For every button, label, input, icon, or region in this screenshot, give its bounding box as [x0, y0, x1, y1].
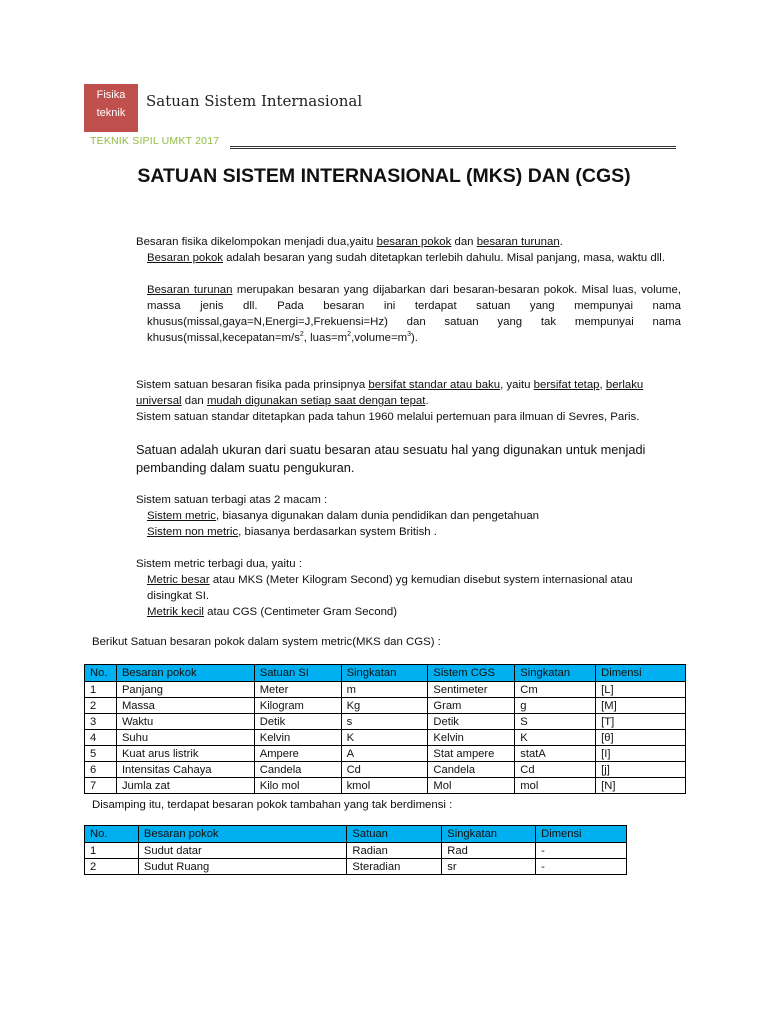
table-row: [85, 843, 627, 859]
table-cell: Kilogram: [254, 698, 341, 714]
list-item-sistem-non-metric: Sistem non metric, biasanya berdasarkan system British .: [147, 526, 437, 538]
badge-line-2: teknik: [96, 107, 126, 119]
table-besaran-tambahan: [84, 825, 627, 875]
t2-header-cell: No.: [85, 826, 139, 843]
t1-header-cell: Sistem CGS: [428, 665, 515, 682]
table-cell: Gram: [428, 698, 515, 714]
header-rule: [230, 146, 676, 149]
t1-header-cell: No.: [85, 665, 117, 682]
t2-header-cell: Besaran pokok: [138, 826, 347, 843]
table-cell: Panjang: [116, 682, 254, 698]
table-row: [85, 730, 686, 746]
table-cell: kmol: [341, 778, 428, 794]
list-item-sistem-metric: Sistem metric, biasanya digunakan dalam dunia pendidikan dan pengetahuan: [147, 510, 539, 522]
table-row: [85, 714, 686, 730]
table-cell: 3: [85, 714, 117, 730]
table-cell: 5: [85, 746, 117, 762]
table-cell: Sudut Ruang: [138, 859, 347, 875]
paragraph-besaran-pokok: Besaran pokok adalah besaran yang sudah ditetapkan terlebih dahulu. Misal panjang, masa, waktu dll.: [147, 252, 665, 264]
table-cell: [L]: [596, 682, 686, 698]
table-cell: [I]: [596, 746, 686, 762]
table-cell: [θ]: [596, 730, 686, 746]
table-cell: Rad: [442, 843, 536, 859]
table-cell: Cm: [515, 682, 596, 698]
table-cell: K: [341, 730, 428, 746]
t1-header-cell: Satuan SI: [254, 665, 341, 682]
table-cell: 1: [85, 682, 117, 698]
table-cell: Sudut datar: [138, 843, 347, 859]
table-cell: m: [341, 682, 428, 698]
t1-header-cell: Besaran pokok: [116, 665, 254, 682]
table-cell: A: [341, 746, 428, 762]
t2-header-cell: Singkatan: [442, 826, 536, 843]
table-cell: Cd: [515, 762, 596, 778]
table-cell: K: [515, 730, 596, 746]
t1-header-cell: Singkatan: [341, 665, 428, 682]
table-cell: Kelvin: [428, 730, 515, 746]
table-cell: [T]: [596, 714, 686, 730]
t2-header-cell: Satuan: [347, 826, 442, 843]
table-cell: Sentimeter: [428, 682, 515, 698]
table-cell: Jumla zat: [116, 778, 254, 794]
table-cell: sr: [442, 859, 536, 875]
table-cell: Candela: [254, 762, 341, 778]
table-cell: [M]: [596, 698, 686, 714]
table-cell: Kilo mol: [254, 778, 341, 794]
badge-line-1: Fisika: [96, 89, 126, 101]
table-row: [85, 778, 686, 794]
table-cell: Detik: [254, 714, 341, 730]
table-cell: 2: [85, 698, 117, 714]
table-cell: mol: [515, 778, 596, 794]
list-item-metrik-kecil: Metrik kecil atau CGS (Centimeter Gram Second): [147, 606, 398, 618]
table-cell: Massa: [116, 698, 254, 714]
table-cell: Steradian: [347, 859, 442, 875]
table-cell: 7: [85, 778, 117, 794]
table-cell: Candela: [428, 762, 515, 778]
table-cell: Suhu: [116, 730, 254, 746]
paragraph-besaran-turunan: Besaran turunan merupakan besaran yang dijabarkan dari besaran-besaran pokok. Misal luas, volume, massa jenis dll. Pada besaran ini terdapat satuan yang mempunyai nama khusus(missal,gaya=N,Energi=J,Frekuensi=Hz) dan satuan yang tak mempunyai nama $khusus(missal,kecepatan=m/s^2$, $luas=m^2,volume=m^3$).: [147, 284, 681, 344]
paragraph-1960: Sistem satuan standar ditetapkan pada tahun 1960 melalui pertemuan para ilmuan di Sevres, Paris.: [136, 411, 640, 423]
paragraph-sistem-satuan: Sistem satuan besaran fisika pada prinsipnya bersifat standar atau baku, yaitu bersifat tetap, berlaku universal dan mudah digunakan setiap saat dengan tepat.: [136, 379, 644, 407]
table-cell: [j]: [596, 762, 686, 778]
list-item-metric-besar: Metric besar atau MKS (Meter Kilogram Second) yg kemudian disebut system internasional atau disingkat SI.: [147, 574, 633, 602]
paragraph-definisi-satuan: Satuan adalah ukuran dari suatu besaran atau sesuatu hal yang digunakan untuk menjadi pembanding dalam suatu pengukuran.: [136, 442, 646, 475]
header-subtitle: TEKNIK SIPIL UMKT 2017: [90, 135, 220, 147]
header-title: Satuan Sistem Internasional: [146, 92, 363, 110]
table-cell: Intensitas Cahaya: [116, 762, 254, 778]
table-cell: Detik: [428, 714, 515, 730]
paragraph-dua-macam: Sistem satuan terbagi atas 2 macam :: [136, 494, 328, 506]
paragraph-metric-terbagi: Sistem metric terbagi dua, yaitu :: [136, 558, 302, 570]
table-cell: Radian: [347, 843, 442, 859]
table-cell: Cd: [341, 762, 428, 778]
table-row: [85, 698, 686, 714]
link-besaran-pokok: besaran pokok: [376, 236, 452, 248]
link-besaran-turunan: besaran turunan: [476, 236, 560, 248]
table-row: [85, 746, 686, 762]
table-cell: Meter: [254, 682, 341, 698]
subject-badge: [84, 84, 138, 132]
paragraph-tabel-intro: Berikut Satuan besaran pokok dalam system metric(MKS dan CGS) :: [92, 636, 441, 648]
table-cell: g: [515, 698, 596, 714]
table-cell: S: [515, 714, 596, 730]
table-cell: Waktu: [116, 714, 254, 730]
table-cell: 2: [85, 859, 139, 875]
t2-header-cell: Dimensi: [536, 826, 627, 843]
table-cell: s: [341, 714, 428, 730]
page-title: SATUAN SISTEM INTERNASIONAL (MKS) DAN (CGS): [137, 165, 631, 187]
table-cell: [N]: [596, 778, 686, 794]
t1-header-cell: Singkatan: [515, 665, 596, 682]
table-cell: Stat ampere: [428, 746, 515, 762]
table-cell: 6: [85, 762, 117, 778]
table-row: [85, 762, 686, 778]
table-besaran-pokok: [84, 664, 686, 794]
table-cell: Kelvin: [254, 730, 341, 746]
table-cell: Mol: [428, 778, 515, 794]
t1-header-cell: Dimensi: [596, 665, 686, 682]
table-cell: Kg: [341, 698, 428, 714]
table-cell: statA: [515, 746, 596, 762]
table-cell: -: [536, 843, 627, 859]
paragraph-tambahan: Disamping itu, terdapat besaran pokok tambahan yang tak berdimensi :: [92, 799, 453, 811]
table-row: [85, 859, 627, 875]
paragraph-intro: Besaran fisika dikelompokan menjadi dua,yaitu besaran pokok dan besaran turunan.: [136, 236, 563, 248]
table-cell: 4: [85, 730, 117, 746]
table-cell: Ampere: [254, 746, 341, 762]
table-row: [85, 682, 686, 698]
table-cell: 1: [85, 843, 139, 859]
table-cell: -: [536, 859, 627, 875]
table-cell: Kuat arus listrik: [116, 746, 254, 762]
